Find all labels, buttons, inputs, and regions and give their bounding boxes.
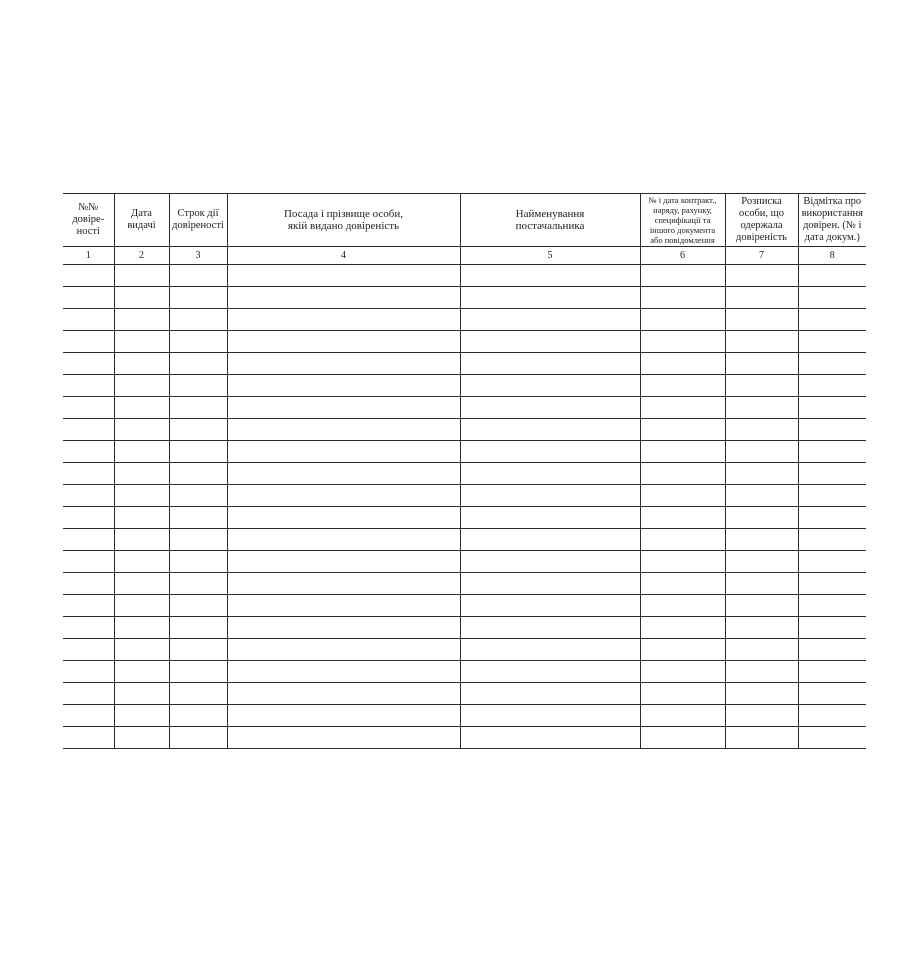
table-cell[interactable] bbox=[227, 661, 460, 683]
table-cell[interactable] bbox=[640, 529, 725, 551]
table-cell[interactable] bbox=[640, 463, 725, 485]
table-cell[interactable] bbox=[227, 331, 460, 353]
table-cell[interactable] bbox=[169, 463, 227, 485]
table-cell[interactable] bbox=[114, 397, 169, 419]
table-cell[interactable] bbox=[169, 441, 227, 463]
table-cell[interactable] bbox=[725, 331, 798, 353]
table-cell[interactable] bbox=[460, 683, 640, 705]
table-cell[interactable] bbox=[460, 727, 640, 749]
table-cell[interactable] bbox=[798, 265, 866, 287]
table-cell[interactable] bbox=[169, 595, 227, 617]
table-cell[interactable] bbox=[227, 573, 460, 595]
table-row bbox=[63, 639, 866, 661]
table-row bbox=[63, 265, 866, 287]
table-cell[interactable] bbox=[169, 727, 227, 749]
column-number: 1 bbox=[63, 247, 114, 265]
table-cell[interactable] bbox=[460, 309, 640, 331]
table-row bbox=[63, 375, 866, 397]
table-cell[interactable] bbox=[725, 485, 798, 507]
table-cell[interactable] bbox=[114, 639, 169, 661]
table-cell[interactable] bbox=[725, 375, 798, 397]
table-row bbox=[63, 573, 866, 595]
table-cell[interactable] bbox=[63, 397, 114, 419]
table-row bbox=[63, 617, 866, 639]
table-cell[interactable] bbox=[227, 353, 460, 375]
table-cell[interactable] bbox=[114, 683, 169, 705]
table-cell[interactable] bbox=[798, 507, 866, 529]
column-number-row bbox=[63, 247, 866, 265]
column-number: 8 bbox=[798, 247, 866, 265]
table-cell[interactable] bbox=[640, 573, 725, 595]
table-row bbox=[63, 441, 866, 463]
table-cell[interactable] bbox=[63, 331, 114, 353]
table-cell[interactable] bbox=[460, 375, 640, 397]
table-cell[interactable] bbox=[460, 661, 640, 683]
table-cell[interactable] bbox=[227, 683, 460, 705]
table-cell[interactable] bbox=[798, 441, 866, 463]
table-cell[interactable] bbox=[114, 705, 169, 727]
table-cell[interactable] bbox=[798, 639, 866, 661]
table-cell[interactable] bbox=[725, 309, 798, 331]
header-contract-document: № і дата контракт., наряду, рахунку, специфікації та іншого документа або повідомлення bbox=[640, 194, 725, 247]
table-row bbox=[63, 463, 866, 485]
table-cell[interactable] bbox=[725, 661, 798, 683]
column-number: 4 bbox=[227, 247, 460, 265]
table-row bbox=[63, 683, 866, 705]
table-cell[interactable] bbox=[640, 441, 725, 463]
table-cell[interactable] bbox=[798, 661, 866, 683]
table-cell[interactable] bbox=[798, 595, 866, 617]
table-cell[interactable] bbox=[227, 727, 460, 749]
table-row bbox=[63, 331, 866, 353]
table-cell[interactable] bbox=[169, 639, 227, 661]
table-cell[interactable] bbox=[169, 309, 227, 331]
table-cell[interactable] bbox=[169, 331, 227, 353]
table-cell[interactable] bbox=[798, 727, 866, 749]
table-cell[interactable] bbox=[460, 639, 640, 661]
table-row bbox=[63, 485, 866, 507]
table-cell[interactable] bbox=[725, 419, 798, 441]
table-cell[interactable] bbox=[640, 617, 725, 639]
table-row bbox=[63, 529, 866, 551]
table-cell[interactable] bbox=[460, 419, 640, 441]
table-cell[interactable] bbox=[114, 595, 169, 617]
table-cell[interactable] bbox=[169, 287, 227, 309]
table-cell[interactable] bbox=[798, 375, 866, 397]
table-cell[interactable] bbox=[227, 617, 460, 639]
table-cell[interactable] bbox=[169, 265, 227, 287]
table-cell[interactable] bbox=[640, 485, 725, 507]
header-usage-mark: Відмітка про використання довірен. (№ і дата докум.) bbox=[798, 194, 866, 247]
power-of-attorney-register-table bbox=[63, 193, 866, 749]
table-cell[interactable] bbox=[640, 419, 725, 441]
table-cell[interactable] bbox=[640, 705, 725, 727]
table-cell[interactable] bbox=[169, 419, 227, 441]
table-cell[interactable] bbox=[460, 573, 640, 595]
table-cell[interactable] bbox=[725, 683, 798, 705]
header-validity-period: Строк дії довіреності bbox=[169, 194, 227, 247]
table-cell[interactable] bbox=[640, 353, 725, 375]
table-cell[interactable] bbox=[169, 375, 227, 397]
table-cell[interactable] bbox=[114, 309, 169, 331]
table-cell[interactable] bbox=[725, 573, 798, 595]
table-cell[interactable] bbox=[725, 529, 798, 551]
table-cell[interactable] bbox=[227, 705, 460, 727]
table-cell[interactable] bbox=[460, 529, 640, 551]
table-cell[interactable] bbox=[114, 661, 169, 683]
table-cell[interactable] bbox=[798, 485, 866, 507]
table-cell[interactable] bbox=[640, 397, 725, 419]
table-cell[interactable] bbox=[63, 551, 114, 573]
column-number: 7 bbox=[725, 247, 798, 265]
table-cell[interactable] bbox=[725, 551, 798, 573]
table-cell[interactable] bbox=[63, 617, 114, 639]
column-number: 2 bbox=[114, 247, 169, 265]
table-cell[interactable] bbox=[640, 661, 725, 683]
table-row bbox=[63, 507, 866, 529]
table-cell[interactable] bbox=[640, 287, 725, 309]
table-cell[interactable] bbox=[227, 287, 460, 309]
column-number: 5 bbox=[460, 247, 640, 265]
table-cell[interactable] bbox=[725, 705, 798, 727]
table-cell[interactable] bbox=[114, 507, 169, 529]
table-cell[interactable] bbox=[798, 683, 866, 705]
table-cell[interactable] bbox=[798, 331, 866, 353]
table-row bbox=[63, 353, 866, 375]
table-cell[interactable] bbox=[169, 551, 227, 573]
table-cell[interactable] bbox=[460, 617, 640, 639]
table-cell[interactable] bbox=[63, 309, 114, 331]
table-cell[interactable] bbox=[640, 551, 725, 573]
table-cell[interactable] bbox=[63, 485, 114, 507]
table-cell[interactable] bbox=[114, 287, 169, 309]
table-cell[interactable] bbox=[798, 463, 866, 485]
table-row bbox=[63, 551, 866, 573]
table-cell[interactable] bbox=[169, 507, 227, 529]
table-cell[interactable] bbox=[725, 441, 798, 463]
table-cell[interactable] bbox=[725, 595, 798, 617]
table-cell[interactable] bbox=[798, 353, 866, 375]
table-cell[interactable] bbox=[227, 485, 460, 507]
table-cell[interactable] bbox=[63, 529, 114, 551]
table-row bbox=[63, 661, 866, 683]
table-cell[interactable] bbox=[798, 529, 866, 551]
table-cell[interactable] bbox=[169, 661, 227, 683]
register-body bbox=[63, 265, 866, 749]
table-cell[interactable] bbox=[63, 639, 114, 661]
table-cell[interactable] bbox=[63, 573, 114, 595]
table-cell[interactable] bbox=[169, 397, 227, 419]
table-cell[interactable] bbox=[460, 507, 640, 529]
table-cell[interactable] bbox=[169, 529, 227, 551]
table-cell[interactable] bbox=[460, 265, 640, 287]
table-cell[interactable] bbox=[63, 441, 114, 463]
table-cell[interactable] bbox=[63, 683, 114, 705]
header-attorney-number: №№ довіре- ності bbox=[63, 194, 114, 247]
table-cell[interactable] bbox=[63, 419, 114, 441]
table-cell[interactable] bbox=[227, 463, 460, 485]
table-cell[interactable] bbox=[63, 287, 114, 309]
table-cell[interactable] bbox=[227, 265, 460, 287]
table-cell[interactable] bbox=[798, 397, 866, 419]
column-number: 6 bbox=[640, 247, 725, 265]
column-number: 3 bbox=[169, 247, 227, 265]
table-cell[interactable] bbox=[798, 419, 866, 441]
header-supplier-name: Найменування постачальника bbox=[460, 194, 640, 247]
table-cell[interactable] bbox=[169, 683, 227, 705]
table-cell[interactable] bbox=[725, 397, 798, 419]
table-cell[interactable] bbox=[640, 507, 725, 529]
table-cell[interactable] bbox=[640, 727, 725, 749]
table-cell[interactable] bbox=[169, 705, 227, 727]
table-cell[interactable] bbox=[640, 375, 725, 397]
table-cell[interactable] bbox=[114, 463, 169, 485]
table-cell[interactable] bbox=[640, 309, 725, 331]
table-cell[interactable] bbox=[169, 573, 227, 595]
table-cell[interactable] bbox=[798, 287, 866, 309]
table-row bbox=[63, 287, 866, 309]
table-cell[interactable] bbox=[63, 727, 114, 749]
table-cell[interactable] bbox=[114, 529, 169, 551]
table-row bbox=[63, 309, 866, 331]
table-cell[interactable] bbox=[798, 551, 866, 573]
table-cell[interactable] bbox=[227, 397, 460, 419]
table-cell[interactable] bbox=[169, 353, 227, 375]
table-cell[interactable] bbox=[63, 265, 114, 287]
table-cell[interactable] bbox=[63, 705, 114, 727]
table-cell[interactable] bbox=[114, 573, 169, 595]
table-cell[interactable] bbox=[460, 353, 640, 375]
table-cell[interactable] bbox=[63, 507, 114, 529]
table-cell[interactable] bbox=[169, 485, 227, 507]
table-cell[interactable] bbox=[460, 485, 640, 507]
table-cell[interactable] bbox=[227, 419, 460, 441]
table-cell[interactable] bbox=[725, 287, 798, 309]
table-cell[interactable] bbox=[460, 463, 640, 485]
table-cell[interactable] bbox=[725, 507, 798, 529]
header-receipt-signature: Розписка особи, що одержала довіреність bbox=[725, 194, 798, 247]
table-cell[interactable] bbox=[460, 705, 640, 727]
table-cell[interactable] bbox=[725, 265, 798, 287]
table-cell[interactable] bbox=[63, 375, 114, 397]
table-cell[interactable] bbox=[227, 441, 460, 463]
table-cell[interactable] bbox=[114, 727, 169, 749]
table-cell[interactable] bbox=[114, 485, 169, 507]
table-cell[interactable] bbox=[460, 287, 640, 309]
table-cell[interactable] bbox=[460, 331, 640, 353]
table-cell[interactable] bbox=[460, 397, 640, 419]
table-cell[interactable] bbox=[227, 595, 460, 617]
table-cell[interactable] bbox=[460, 595, 640, 617]
table-cell[interactable] bbox=[63, 463, 114, 485]
header-position-and-name: Посада і прізвище особи, якій видано довіреність bbox=[227, 194, 460, 247]
table-cell[interactable] bbox=[227, 639, 460, 661]
table-cell[interactable] bbox=[725, 617, 798, 639]
table-cell[interactable] bbox=[640, 595, 725, 617]
table-cell[interactable] bbox=[114, 353, 169, 375]
table-cell[interactable] bbox=[114, 375, 169, 397]
table-cell[interactable] bbox=[725, 639, 798, 661]
table-cell[interactable] bbox=[114, 551, 169, 573]
table-cell[interactable] bbox=[640, 265, 725, 287]
table-cell[interactable] bbox=[114, 331, 169, 353]
table-cell[interactable] bbox=[798, 617, 866, 639]
table-cell[interactable] bbox=[798, 309, 866, 331]
table-row bbox=[63, 419, 866, 441]
table-cell[interactable] bbox=[114, 617, 169, 639]
table-row bbox=[63, 705, 866, 727]
table-cell[interactable] bbox=[63, 353, 114, 375]
table-cell[interactable] bbox=[725, 353, 798, 375]
header-row bbox=[63, 194, 866, 247]
table-cell[interactable] bbox=[460, 441, 640, 463]
table-cell[interactable] bbox=[798, 705, 866, 727]
table-cell[interactable] bbox=[227, 551, 460, 573]
table-cell[interactable] bbox=[227, 375, 460, 397]
table-row bbox=[63, 727, 866, 749]
table-cell[interactable] bbox=[798, 573, 866, 595]
table-cell[interactable] bbox=[63, 661, 114, 683]
table-cell[interactable] bbox=[725, 463, 798, 485]
table-cell[interactable] bbox=[227, 529, 460, 551]
table-cell[interactable] bbox=[114, 419, 169, 441]
table-cell[interactable] bbox=[725, 727, 798, 749]
table-cell[interactable] bbox=[227, 309, 460, 331]
table-cell[interactable] bbox=[460, 551, 640, 573]
table-row bbox=[63, 397, 866, 419]
table-cell[interactable] bbox=[63, 595, 114, 617]
table-cell[interactable] bbox=[640, 683, 725, 705]
table-cell[interactable] bbox=[640, 331, 725, 353]
table-cell[interactable] bbox=[227, 507, 460, 529]
header-issue-date: Дата видачі bbox=[114, 194, 169, 247]
table-cell[interactable] bbox=[114, 441, 169, 463]
table-cell[interactable] bbox=[114, 265, 169, 287]
table-cell[interactable] bbox=[169, 617, 227, 639]
table-cell[interactable] bbox=[640, 639, 725, 661]
table-row bbox=[63, 595, 866, 617]
